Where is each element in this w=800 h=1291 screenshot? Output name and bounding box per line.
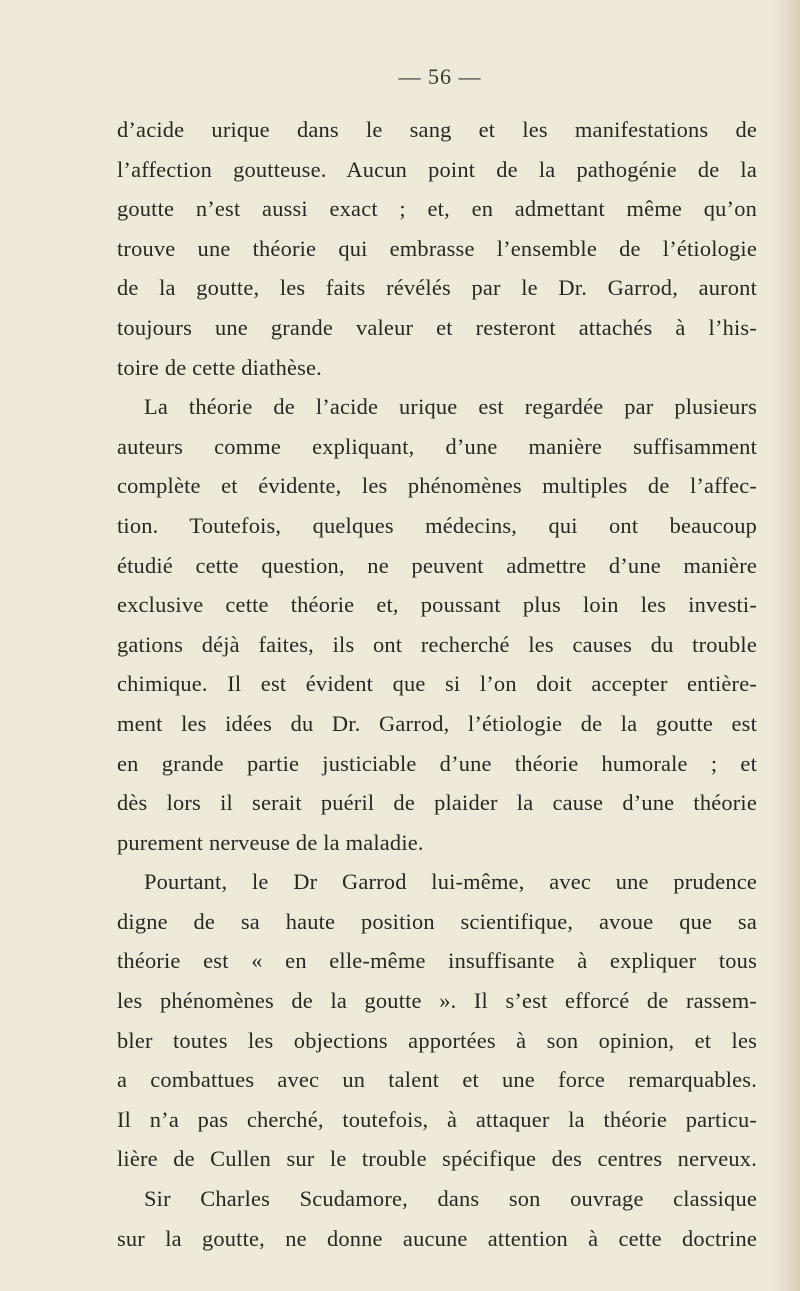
text-line: complète et évidente, les phénomènes multiples de l’affec- — [117, 473, 757, 499]
text-line: goutte n’est aussi exact ; et, en admettant même qu’on — [117, 196, 757, 222]
text-line: lière de Cullen sur le trouble spécifique des centres nerveux. — [117, 1146, 757, 1172]
text-line: de la goutte, les faits révélés par le Dr. Garrod, auront — [117, 275, 757, 301]
text-line: auteurs comme expliquant, d’une manière suffisamment — [117, 433, 757, 459]
text-line: trouve une théorie qui embrasse l’ensemble de l’étiologie — [117, 235, 757, 261]
text-line: tion. Toutefois, quelques médecins, qui ont beaucoup — [117, 512, 757, 538]
text-line: digne de sa haute position scientifique, avoue que sa — [117, 908, 757, 934]
text-line: bler toutes les objections apportées à son opinion, et les — [117, 1027, 757, 1053]
paragraph-first-line: Sir Charles Scudamore, dans son ouvrage classique — [144, 1186, 757, 1212]
text-line: purement nerveuse de la maladie. — [117, 829, 424, 855]
text-line: dès lors il serait puéril de plaider la cause d’une théorie — [117, 790, 757, 816]
text-line: Il n’a pas cherché, toutefois, à attaquer la théorie particu- — [117, 1106, 757, 1132]
text-line: exclusive cette théorie et, poussant plus loin les investi- — [117, 592, 757, 618]
text-line: gations déjà faites, ils ont recherché les causes du trouble — [117, 631, 757, 657]
text-line: en grande partie justiciable d’une théorie humorale ; et — [117, 750, 757, 776]
text-line: toujours une grande valeur et resteront attachés à l’his- — [117, 314, 757, 340]
text-line: chimique. Il est évident que si l’on doit accepter entière- — [117, 671, 757, 697]
paragraph-first-line: La théorie de l’acide urique est regardée par plusieurs — [144, 394, 757, 420]
text-line: théorie est « en elle-même insuffisante à expliquer tous — [117, 948, 757, 974]
text-line: d’acide urique dans le sang et les manifestations de — [117, 117, 757, 142]
text-line: l’affection goutteuse. Aucun point de la pathogénie de la — [117, 156, 757, 182]
text-line: a combattues avec un talent et une force remarquables. — [117, 1067, 757, 1093]
text-line: ment les idées du Dr. Garrod, l’étiologie de la goutte est — [117, 710, 757, 736]
text-line: sur la goutte, ne donne aucune attention à cette doctrine — [117, 1225, 757, 1251]
text-line: toire de cette diathèse. — [117, 354, 322, 380]
text-line: les phénomènes de la goutte ». Il s’est efforcé de rassem- — [117, 988, 757, 1014]
text-line: étudié cette question, ne peuvent admettre d’une manière — [117, 552, 757, 578]
body-text — [117, 110, 757, 1258]
page-number: — 56 — — [398, 64, 482, 89]
paragraph-first-line: Pourtant, le Dr Garrod lui-même, avec une prudence — [144, 869, 757, 895]
